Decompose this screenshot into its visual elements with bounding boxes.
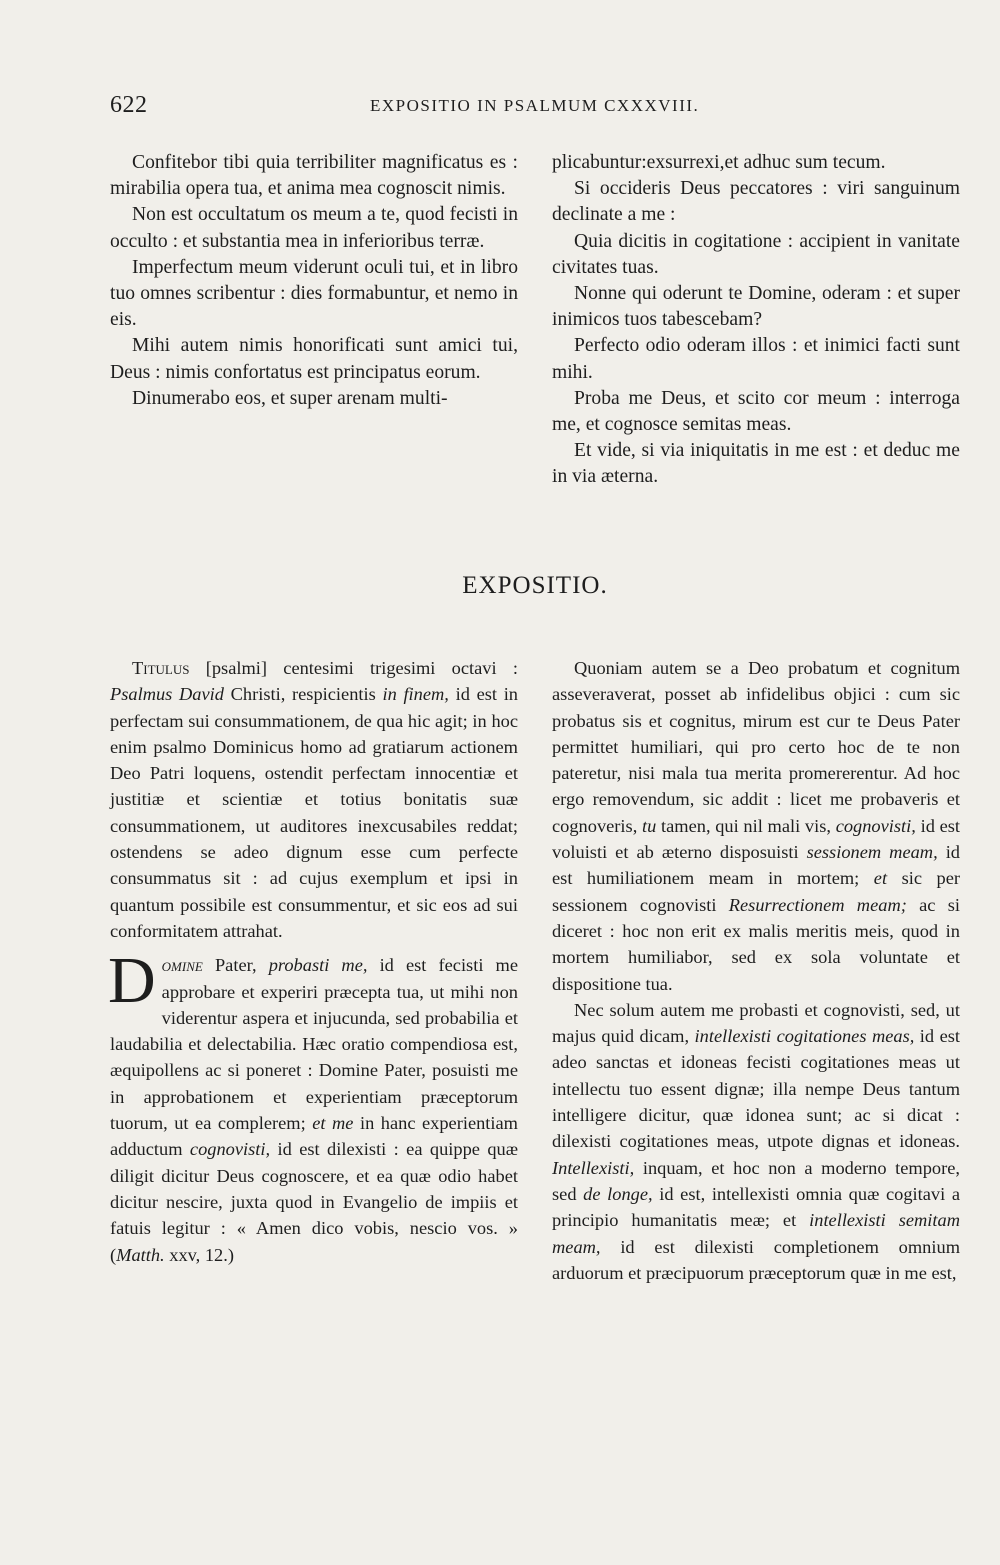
- psalm-verse: Nonne qui oderunt te Domine, oderam : et super inimicos tuos tabescebam?: [552, 283, 960, 331]
- psalm-verse: Dinumerabo eos, et super arenam multi-: [132, 387, 448, 409]
- italic-run: probasti me,: [268, 955, 368, 976]
- page-number: 622: [110, 92, 148, 118]
- commentary-right-column: [552, 655, 960, 1286]
- quoniam-paragraph: [552, 655, 960, 997]
- domine-paragraph: [108, 944, 518, 1268]
- text-run: Nec solum autem me probasti et cognovisti, sed, ut majus quid dicam,: [552, 999, 960, 1047]
- italic-run: Psalmus David: [110, 684, 224, 705]
- titulus-paragraph: [110, 655, 518, 944]
- drop-cap-continuation: omine: [161, 955, 203, 976]
- running-head: [110, 92, 960, 122]
- text-run: id est dilexisti completionem omnium arduorum et præcipuorum præceptorum quæ in me est,: [552, 1236, 960, 1283]
- psalm-text-left-column: [110, 150, 518, 412]
- italic-run: tu: [642, 815, 657, 836]
- psalm-verse-continuation: plicabuntur:exsurrexi,et adhuc sum tecum.: [552, 152, 886, 173]
- text-run: tamen, qui nil mali vis,: [656, 815, 836, 836]
- italic-run: et me: [312, 1113, 354, 1134]
- titulus-smallcaps: Titulus: [132, 658, 190, 678]
- psalm-verse: Non est occultatum os meum a te, quod fecisti in occulto : et substantia mea in inferioribus terræ.: [110, 204, 518, 252]
- italic-run: cognovisti,: [189, 1139, 271, 1160]
- psalm-verse: Imperfectum meum viderunt oculi tui, et in libro tuo omnes scribentur : dies formabuntur, et nemo in eis.: [110, 256, 518, 331]
- italic-run: intellexisti cogitationes meas,: [694, 1026, 915, 1047]
- text-run: id est, intellexisti omnia quæ cogitavi a principio humanitatis meæ; et: [552, 1183, 960, 1231]
- psalm-text-right-column: [552, 150, 960, 491]
- text-run: id est fecisti me approbare et experiri præcepta tua, ut mihi non viderentur aspera et injucunda, sed probabilia et laudabilia et delectabilia. Hæc oratio compendiosa est, æquipollens ac si poneret : Domine Pater, posuisti me in approbationem et experientiam præceptorum tuorum, ut ea complerem;: [110, 955, 518, 1134]
- text-run: [psalmi] centesimi trigesimi octavi :: [189, 658, 518, 678]
- section-heading: EXPOSITIO.: [462, 572, 608, 599]
- psalm-verse: Perfecto odio oderam illos : et inimici facti sunt mihi.: [552, 335, 960, 383]
- text-run: Pater,: [202, 955, 269, 976]
- italic-run: cognovisti,: [835, 815, 916, 836]
- italic-run: Resurrectionem meam;: [728, 894, 907, 915]
- drop-cap: D: [108, 944, 156, 1018]
- text-run: id est adeo sanctas et idoneas fecisti cogitationes meas ut intellectu tuo essent dignæ; illa nempe Deus tantum intelligere dicitur, quæ idonea sunt; ac si dicat : dilexisti cogitationes meas, utpote dignas et idoneas.: [552, 1026, 960, 1152]
- text-run: id est dilexisti : ea quippe quæ diligit dicitur Deus cognoscere, et ea quæ odio habet dicitur nescire, juxta quod in Evangelio de impiis et fatuis legitur : « Amen dico vobis, nescio vos. » (: [110, 1139, 518, 1265]
- italic-run: de longe,: [583, 1183, 653, 1204]
- text-run: Christi, respicientis: [223, 684, 383, 705]
- italic-run: Intellexisti,: [552, 1157, 635, 1178]
- italic-run: et: [873, 868, 888, 889]
- text-run: xxv, 12.): [164, 1244, 234, 1265]
- text-run: id est humiliationem meam in mortem;: [552, 842, 960, 889]
- text-run: sic per sessionem cognovisti: [552, 868, 961, 915]
- psalm-verse: Confitebor tibi quia terribiliter magnificatus es : mirabilia opera tua, et anima mea cognoscit nimis.: [110, 152, 518, 200]
- text-run: id est in perfectam sui consummationem, de qua hic agit; in hoc enim psalmo Dominicus homo ad gratiarum actionem Deo Patri loquens, ostendit perfectam innocentiæ et justitiæ et scientiæ et totius bonitatis suæ consummationem, ut auditores inexcusabiles reddat; ostendens se adeo dignum esse cum perfecte consummatus sit : ad cujus exemplum et ipsi in quantum possibile est consummentur, et sic eos ad sui conformitatem attrahat.: [110, 684, 519, 941]
- italic-run: intellexisti semitam meam,: [552, 1210, 960, 1257]
- psalm-verse: Mihi autem nimis honorificati sunt amici tui, Deus : nimis confortatus est principatus eorum.: [110, 335, 518, 383]
- text-run: ac si diceret : hoc non erit ex malis meritis meis, quod in mortem humiliabor, sed ex sola voluntate et dispositione tua.: [552, 894, 960, 994]
- text-run: Quoniam autem se a Deo probatum et cognitum asseveraverat, posset ab infidelibus objici : cum sic probatus sis et cognitus, mirum est cur te Deus Pater permittet humiliari, qui pro certo hoc de te non pateretur, nisi mala tua merita promererentur. Ad hoc ergo removendum, sic addit : licet me probaveris et cognoveris,: [552, 658, 960, 836]
- nec-paragraph: [552, 997, 960, 1286]
- italic-run: sessionem meam,: [806, 842, 938, 863]
- paragraph-gap: [110, 944, 518, 952]
- italic-run: Matth.: [116, 1244, 165, 1265]
- psalm-verse: Si occideris Deus peccatores : viri sanguinum declinate a me :: [552, 178, 960, 226]
- psalm-verse: Proba me Deus, et scito cor meum : interroga me, et cognosce semitas meas.: [552, 387, 960, 436]
- text-run: id est voluisti et ab æterno disposuisti: [552, 815, 961, 863]
- commentary-left-column: [110, 655, 518, 1268]
- text-run: inquam, et hoc non a moderno tempore, sed: [552, 1157, 960, 1204]
- running-title: EXPOSITIO IN PSALMUM CXXXVIII.: [370, 96, 700, 115]
- psalm-verse: Quia dicitis in cogitatione : accipient in vanitate civitates tuas.: [552, 230, 960, 278]
- psalm-verse: Et vide, si via iniquitatis in me est : et deduc me in via æterna.: [552, 440, 960, 488]
- italic-run: in finem,: [382, 684, 449, 705]
- text-run: in hanc experientiam adductum: [110, 1113, 518, 1160]
